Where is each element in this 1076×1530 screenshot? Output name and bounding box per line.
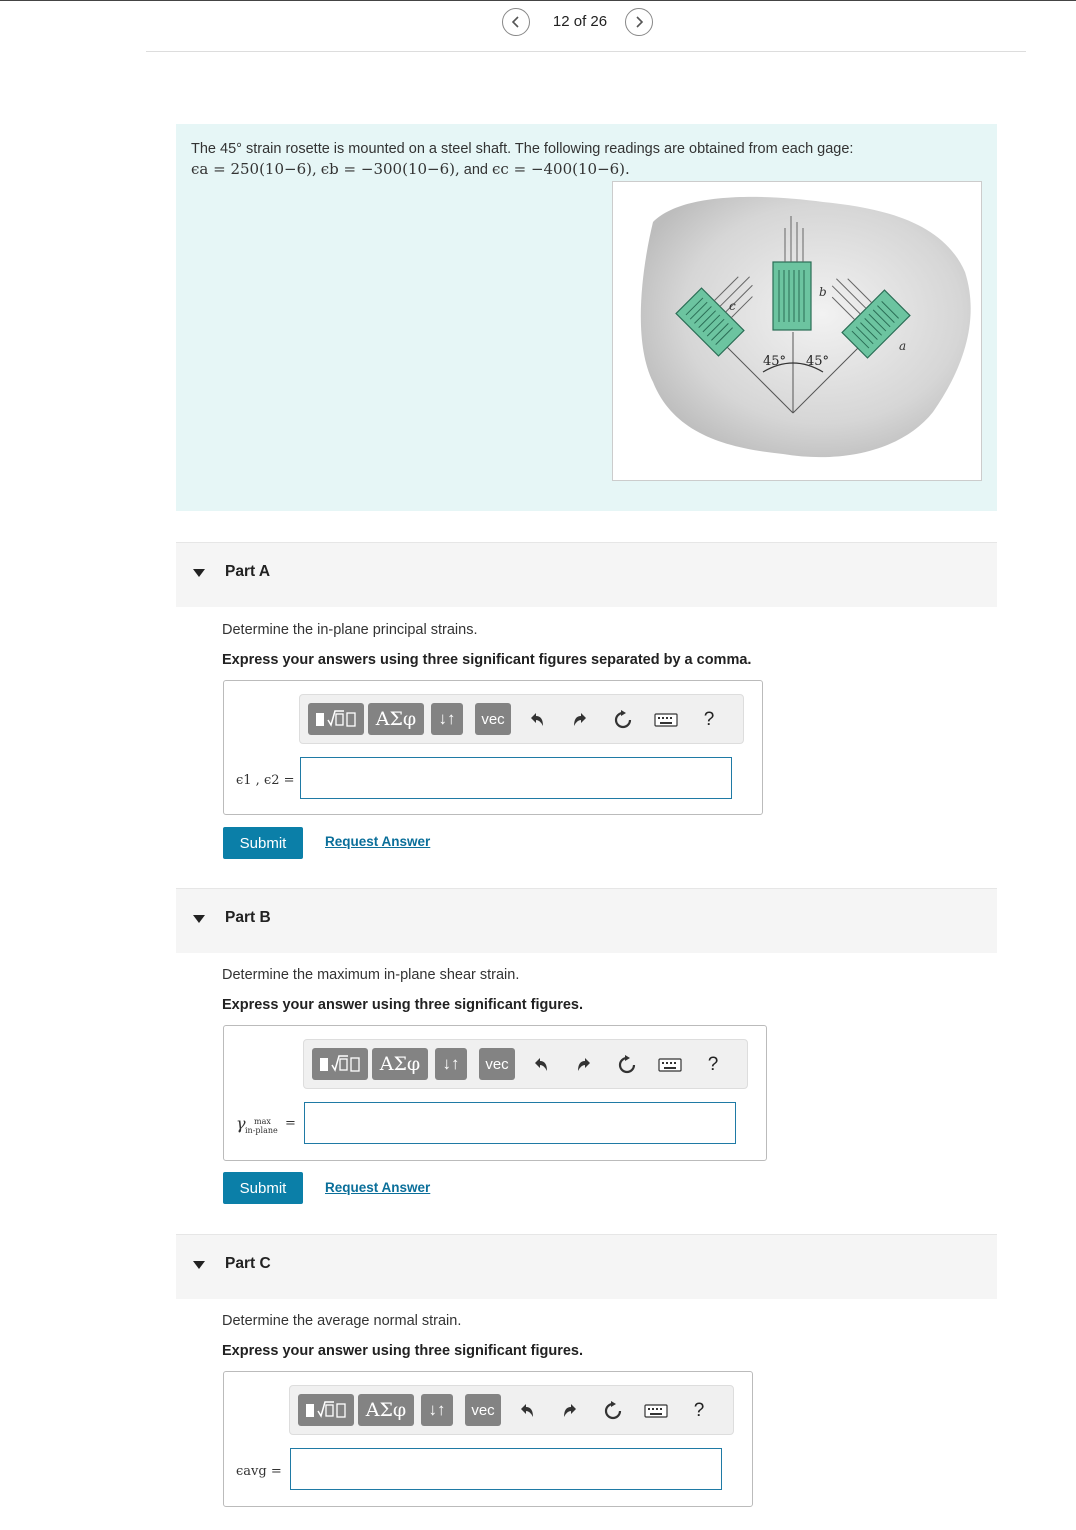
help-icon[interactable]: ? [707, 1054, 719, 1075]
header-divider [146, 51, 1026, 52]
part-a-toolbar [299, 694, 744, 744]
subscript-superscript-button[interactable]: ↓↑ [421, 1394, 453, 1426]
undo-icon[interactable] [525, 708, 549, 732]
greek-symbols-button[interactable]: ΑΣφ [372, 1048, 428, 1080]
part-b-answer-input[interactable] [304, 1102, 736, 1144]
part-b-instruction: Express your answer using three significant figures. [222, 997, 583, 1013]
help-icon[interactable]: ? [693, 1400, 705, 1421]
part-a-question: Determine the in-plane principal strains. [222, 622, 478, 638]
chevron-left-icon [510, 16, 522, 28]
part-a-answer-input[interactable] [300, 757, 732, 799]
caret-down-icon [193, 569, 205, 577]
part-b-title: Part B [225, 909, 271, 926]
undo-icon[interactable] [529, 1053, 553, 1077]
part-a-title: Part A [225, 563, 271, 580]
part-c-field-label: ϵavg = [236, 1464, 282, 1479]
part-c-instruction: Express your answer using three significant figures. [222, 1343, 583, 1359]
and-text: and [463, 162, 488, 178]
vector-button[interactable]: vec [475, 703, 511, 735]
part-a-instruction: Express your answers using three significant figures separated by a comma. [222, 652, 752, 668]
rosette-diagram [613, 182, 981, 480]
part-c-header[interactable] [176, 1234, 997, 1299]
rosette-figure [612, 181, 982, 481]
templates-icon [314, 708, 358, 730]
part-c-toolbar [289, 1385, 734, 1435]
chevron-right-icon [633, 16, 645, 28]
top-border [0, 0, 1076, 1]
part-b-question: Determine the maximum in-plane shear strain. [222, 967, 520, 983]
label-c: c [729, 299, 736, 313]
strain-b: ϵb = −300(10−6), [320, 160, 460, 178]
angle-right-label: 45° [806, 354, 830, 369]
part-b-label-inplane: in-plane [245, 1126, 278, 1135]
label-a: a [899, 339, 907, 353]
redo-icon[interactable] [568, 708, 592, 732]
part-b-label-equals: = [285, 1116, 296, 1131]
problem-statement [176, 124, 997, 511]
problem-readings [191, 160, 630, 178]
part-a-submit-button[interactable]: Submit [223, 827, 303, 859]
strain-a: ϵa = 250(10−6), [191, 160, 317, 178]
templates-icon [304, 1399, 348, 1421]
templates-button[interactable] [298, 1394, 354, 1426]
templates-button[interactable] [312, 1048, 368, 1080]
reset-icon[interactable] [601, 1399, 625, 1423]
subscript-superscript-button[interactable]: ↓↑ [435, 1048, 467, 1080]
part-a-request-answer-link[interactable]: Request Answer [325, 834, 431, 849]
part-b-request-answer-link[interactable]: Request Answer [325, 1180, 431, 1195]
angle-left-label: 45° [763, 354, 787, 369]
undo-icon[interactable] [515, 1399, 539, 1423]
redo-icon[interactable] [558, 1399, 582, 1423]
keyboard-icon[interactable] [644, 1399, 668, 1423]
part-a-answer-box [223, 680, 763, 815]
part-b-header[interactable] [176, 888, 997, 953]
label-b: b [819, 285, 827, 299]
part-b-toolbar [303, 1039, 748, 1089]
reset-icon[interactable] [615, 1053, 639, 1077]
greek-symbols-button[interactable]: ΑΣφ [358, 1394, 414, 1426]
templates-icon [318, 1053, 362, 1075]
part-a-header[interactable] [176, 542, 997, 607]
greek-symbols-button[interactable]: ΑΣφ [368, 703, 424, 735]
previous-button[interactable] [502, 8, 530, 36]
strain-c: ϵc = −400(10−6). [492, 160, 630, 178]
part-b-label-max: max [254, 1117, 271, 1126]
reset-icon[interactable] [611, 708, 635, 732]
part-c-title: Part C [225, 1255, 271, 1272]
pager [500, 6, 660, 36]
caret-down-icon [193, 915, 205, 923]
next-button[interactable] [625, 8, 653, 36]
vector-button[interactable]: vec [465, 1394, 501, 1426]
templates-button[interactable] [308, 703, 364, 735]
page-counter: 12 of 26 [552, 13, 608, 30]
vector-button[interactable]: vec [479, 1048, 515, 1080]
part-b-submit-button[interactable]: Submit [223, 1172, 303, 1204]
part-b-answer-box [223, 1025, 767, 1161]
redo-icon[interactable] [572, 1053, 596, 1077]
caret-down-icon [193, 1261, 205, 1269]
keyboard-icon[interactable] [658, 1053, 682, 1077]
part-b-gamma-symbol: γ [236, 1114, 246, 1133]
part-c-question: Determine the average normal strain. [222, 1313, 462, 1329]
keyboard-icon[interactable] [654, 708, 678, 732]
part-c-answer-box [223, 1371, 753, 1507]
problem-intro: The 45° strain rosette is mounted on a steel shaft. The following readings are obtained from each gage: [191, 141, 854, 157]
subscript-superscript-button[interactable]: ↓↑ [431, 703, 463, 735]
part-c-answer-input[interactable] [290, 1448, 722, 1490]
help-icon[interactable]: ? [703, 709, 715, 730]
part-a-field-label: ϵ1 , ϵ2 = [236, 773, 295, 788]
